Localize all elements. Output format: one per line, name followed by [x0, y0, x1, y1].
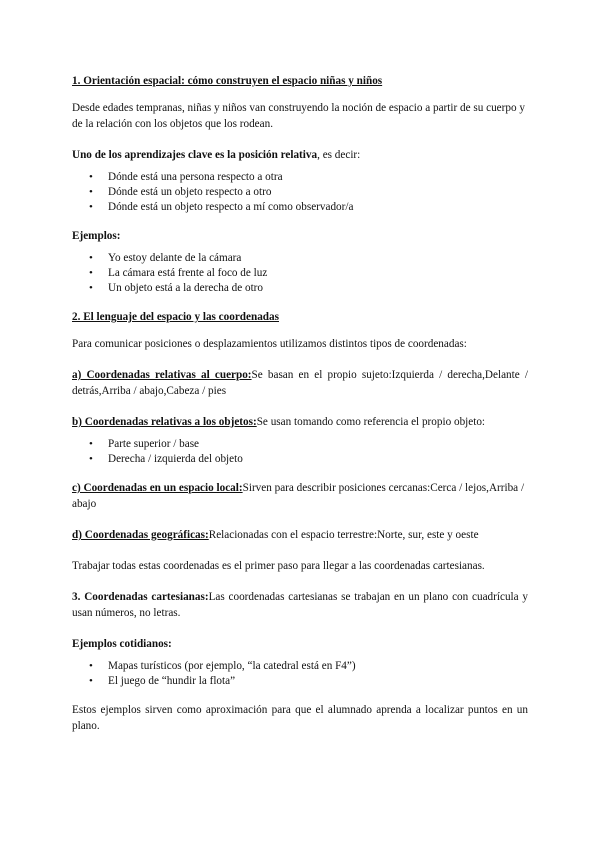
everyday-examples-label: Ejemplos cotidianos: — [72, 638, 172, 650]
coordinates-c-label: c) Coordenadas en un espacio local: — [72, 482, 243, 494]
list-item: • El juego de “hundir la flota” — [72, 674, 528, 689]
cartesian-paragraph — [72, 589, 528, 621]
list-item: • Dónde está un objeto respecto a otro — [72, 185, 528, 200]
coordinates-d-label: d) Coordenadas geográficas: — [72, 529, 209, 541]
section-1-heading: 1. Orientación espacial: cómo construyen el espacio niñas y niños — [72, 75, 383, 87]
list-item: • Dónde está un objeto respecto a mí como observador/a — [72, 200, 528, 215]
section-1-intro: Desde edades tempranas, niñas y niños van construyendo la noción de espacio a partir de su cuerpo y de la relación con los objetos que los rodean. — [72, 102, 525, 130]
coordinates-b-paragraph — [72, 414, 528, 430]
examples-label: Ejemplos: — [72, 230, 121, 242]
examples-list — [72, 251, 528, 296]
document-body — [72, 73, 528, 749]
coordinates-c-text: Sirven para describir posiciones cercanas:Cerca / lejos,Arriba / abajo — [72, 482, 525, 510]
object-coordinates-list — [72, 437, 528, 467]
list-item: • Derecha / izquierda del objeto — [72, 452, 528, 467]
list-item: • Yo estoy delante de la cámara — [72, 251, 528, 266]
coordinates-a-label: a) Coordenadas relativas al cuerpo: — [72, 369, 252, 381]
key-learning-paragraph — [72, 147, 528, 163]
section-2-intro: Para comunicar posiciones o desplazamientos utilizamos distintos tipos de coordenadas: — [72, 338, 467, 350]
list-item: • Dónde está una persona respecto a otra — [72, 170, 528, 185]
relative-position-list — [72, 170, 528, 215]
closing-paragraph: Estos ejemplos sirven como aproximación para que el alumnado aprenda a localizar puntos en un plano. — [72, 704, 528, 732]
list-item: • Mapas turísticos (por ejemplo, “la catedral está en F4”) — [72, 659, 528, 674]
list-item: • Un objeto está a la derecha de otro — [72, 281, 528, 296]
coordinates-d-paragraph — [72, 527, 528, 543]
coordinates-b-label: b) Coordenadas relativas a los objetos: — [72, 416, 257, 428]
cartesian-label: 3. Coordenadas cartesianas: — [72, 591, 209, 603]
section-2-bridge: Trabajar todas estas coordenadas es el primer paso para llegar a las coordenadas cartesianas. — [72, 560, 485, 572]
cartesian-text: Las coordenadas cartesianas se trabajan en un plano con cuadrícula y usan números, no letras. — [72, 591, 528, 619]
list-item: • La cámara está frente al foco de luz — [72, 266, 528, 281]
coordinates-a-text: Se basan en el propio sujeto:Izquierda / derecha,Delante / detrás,Arriba / abajo,Cabeza / pies — [72, 369, 528, 397]
list-item: • Parte superior / base — [72, 437, 528, 452]
key-learning-bold: Uno de los aprendizajes clave es la posición relativa — [72, 149, 318, 161]
coordinates-c-paragraph — [72, 480, 528, 512]
coordinates-a-paragraph — [72, 367, 528, 399]
coordinates-b-text: Se usan tomando como referencia el propio objeto: — [256, 416, 486, 428]
section-2-heading: 2. El lenguaje del espacio y las coordenadas — [72, 311, 279, 323]
key-learning-rest: , es decir: — [317, 149, 361, 161]
coordinates-d-text: Relacionadas con el espacio terrestre:Norte, sur, este y oeste — [208, 529, 479, 541]
everyday-examples-list — [72, 659, 528, 689]
